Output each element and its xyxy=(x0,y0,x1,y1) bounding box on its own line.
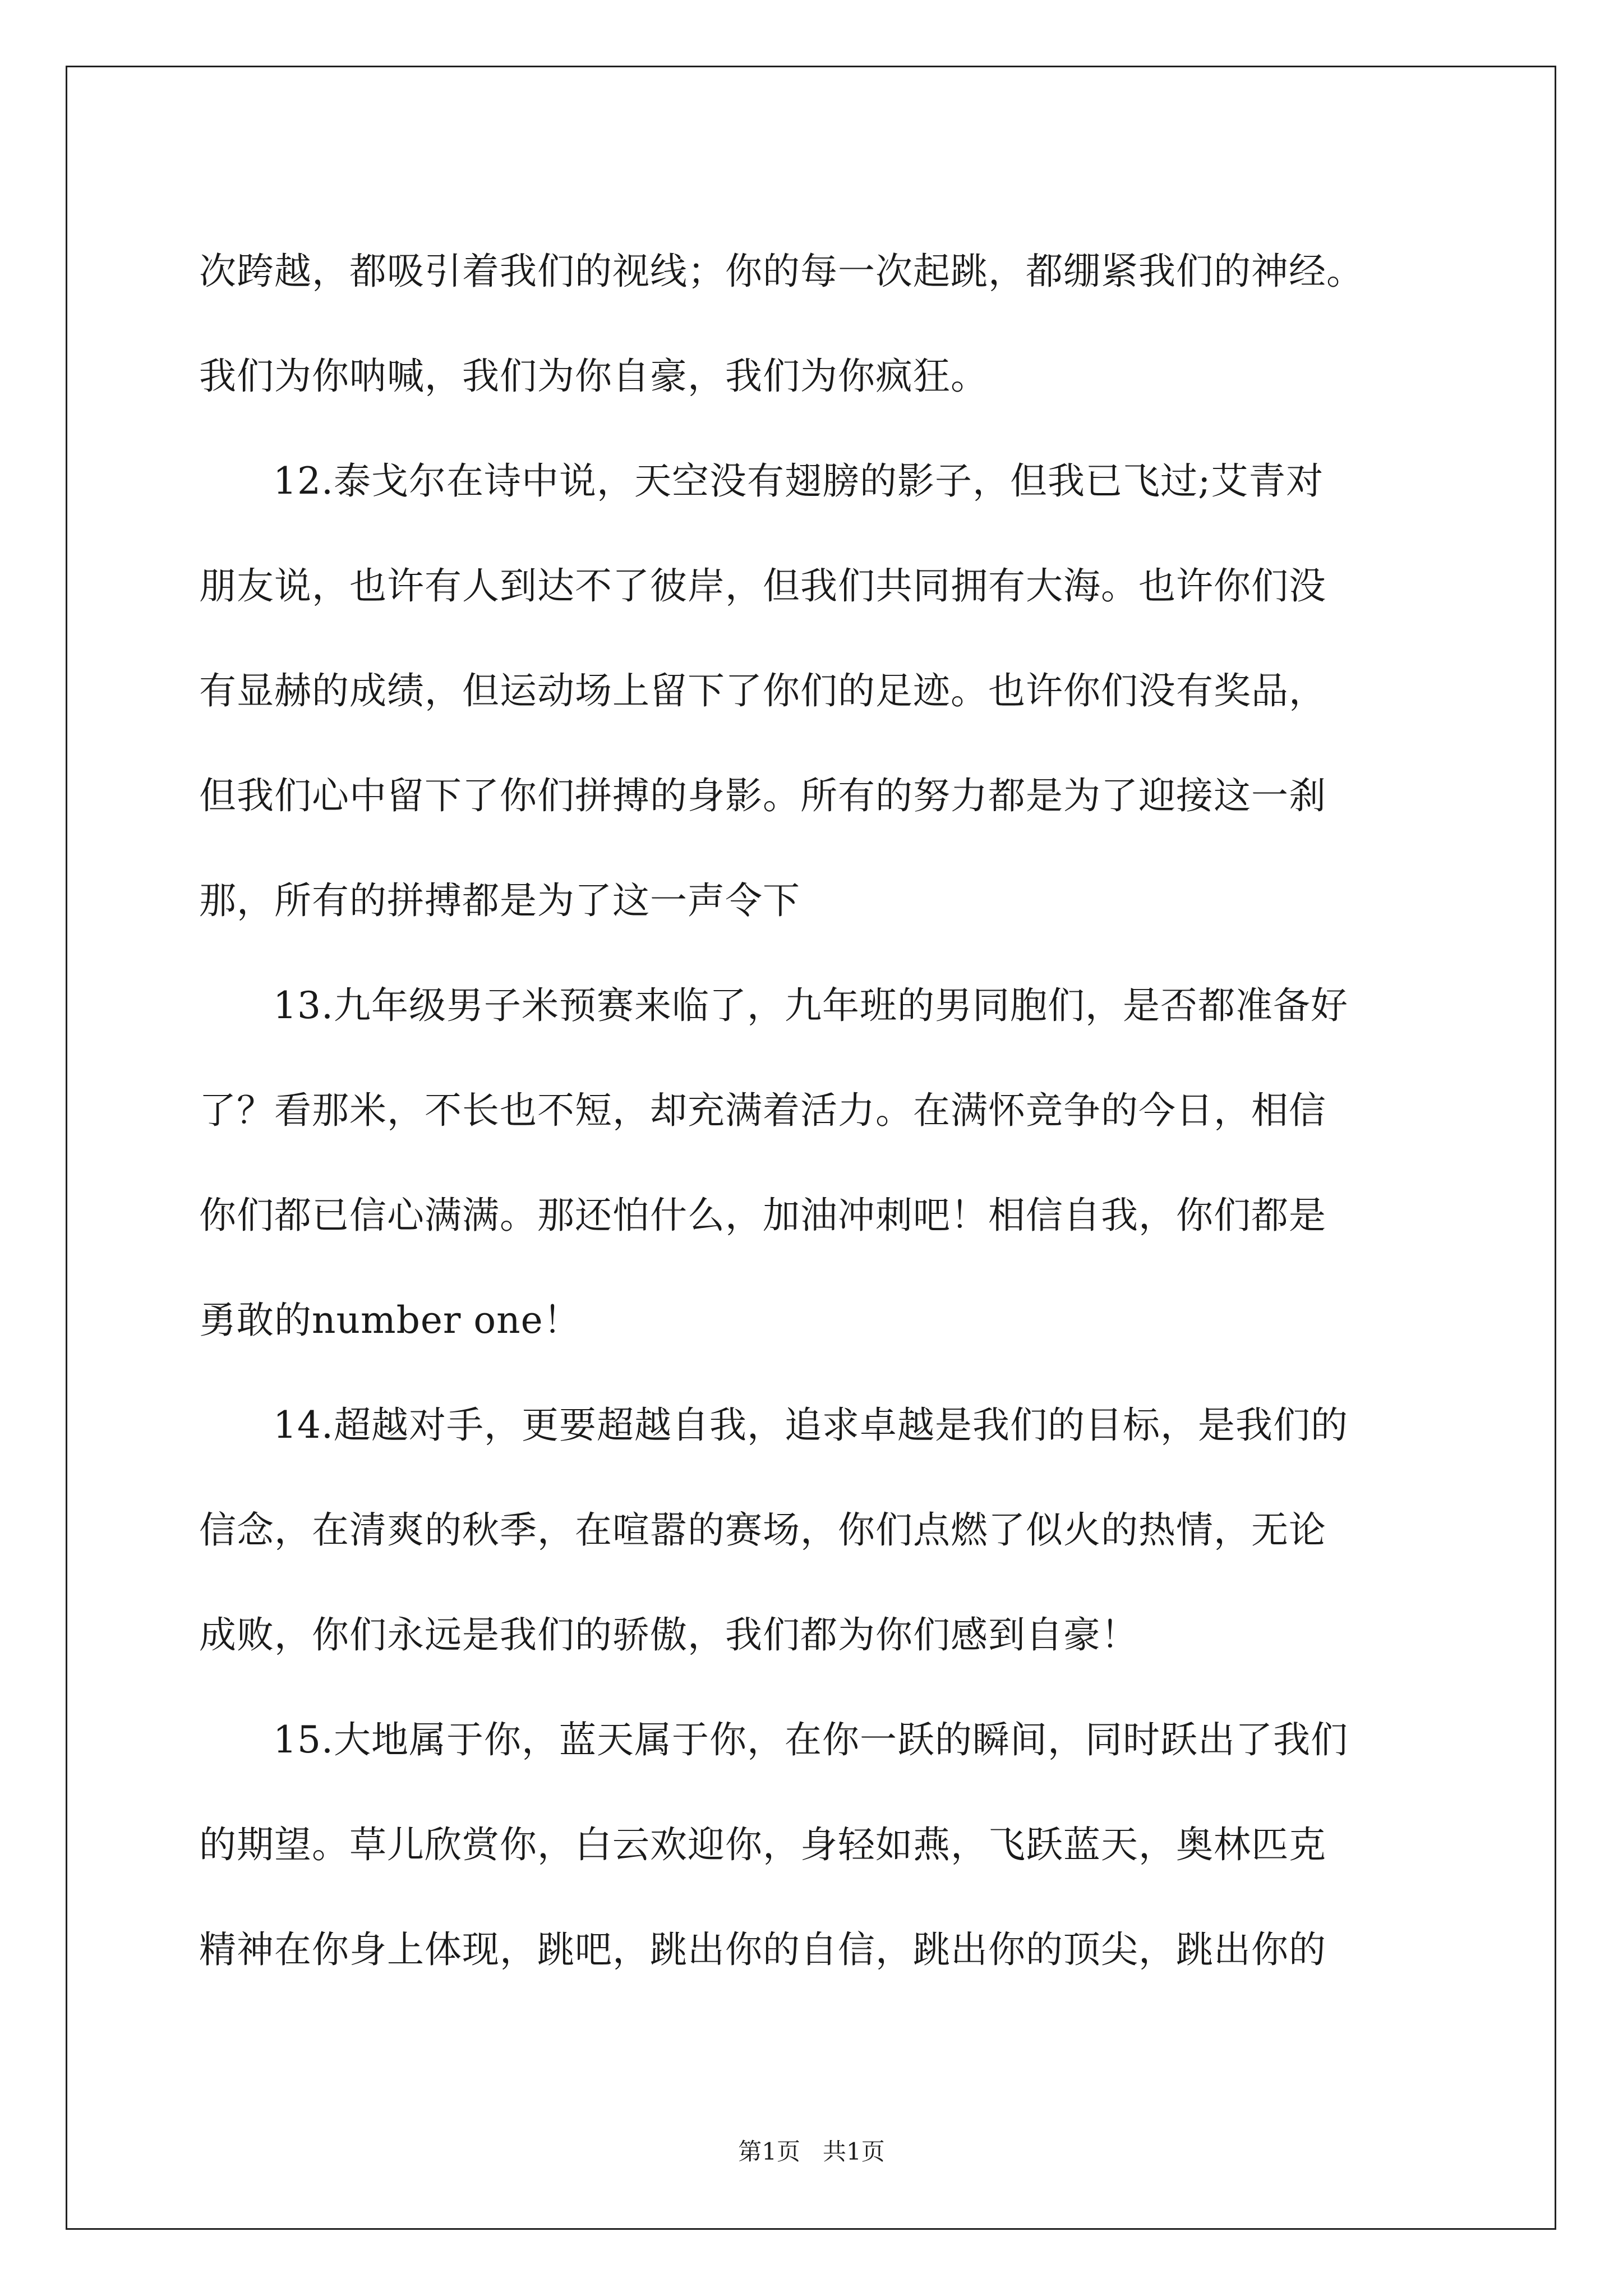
paragraph-start-line: 13.九年级男子米预赛来临了，九年班的男同胞们，是否都准备好 xyxy=(273,984,1348,1027)
text-line: 你们都已信心满满。那还怕什么，加油冲刺吧！相信自我，你们都是 xyxy=(199,1194,1326,1237)
text-line: 那，所有的拼搏都是为了这一声令下 xyxy=(199,879,800,922)
text-line: 次跨越，都吸引着我们的视线；你的每一次起跳，都绷紧我们的神经。 xyxy=(199,250,1364,293)
paragraph-start-line: 12.泰戈尔在诗中说，天空没有翅膀的影子，但我已飞过;艾青对 xyxy=(273,459,1324,503)
text-line: 信念，在清爽的秋季，在喧嚣的赛场，你们点燃了似火的热情，无论 xyxy=(199,1508,1326,1552)
text-line: 精神在你身上体现，跳吧，跳出你的自信，跳出你的顶尖，跳出你的 xyxy=(199,1928,1326,1971)
page-number-footer: 第1页 共1页 xyxy=(738,2138,885,2165)
text-line: 了？看那米，不长也不短，却充满着活力。在满怀竞争的今日，相信 xyxy=(199,1089,1326,1132)
text-line: 勇敢的number one！ xyxy=(199,1299,581,1342)
text-line: 但我们心中留下了你们拼搏的身影。所有的努力都是为了迎接这一刹 xyxy=(199,774,1326,817)
paragraph-start-line: 15.大地属于你，蓝天属于你，在你一跃的瞬间，同时跃出了我们 xyxy=(273,1718,1348,1761)
text-line: 有显赫的成绩，但运动场上留下了你们的足迹。也许你们没有奖品， xyxy=(199,669,1326,712)
text-line: 朋友说，也许有人到达不了彼岸，但我们共同拥有大海。也许你们没 xyxy=(199,564,1326,608)
text-line: 我们为你呐喊，我们为你自豪，我们为你疯狂。 xyxy=(199,355,988,398)
document-body xyxy=(199,219,1433,2002)
text-line: 成败，你们永远是我们的骄傲，我们都为你们感到自豪！ xyxy=(199,1613,1138,1657)
text-line: 的期望。草儿欣赏你，白云欢迎你，身轻如燕，飞跃蓝天，奥林匹克 xyxy=(199,1823,1326,1866)
paragraph-start-line: 14.超越对手，更要超越自我，追求卓越是我们的目标，是我们的 xyxy=(273,1404,1348,1447)
